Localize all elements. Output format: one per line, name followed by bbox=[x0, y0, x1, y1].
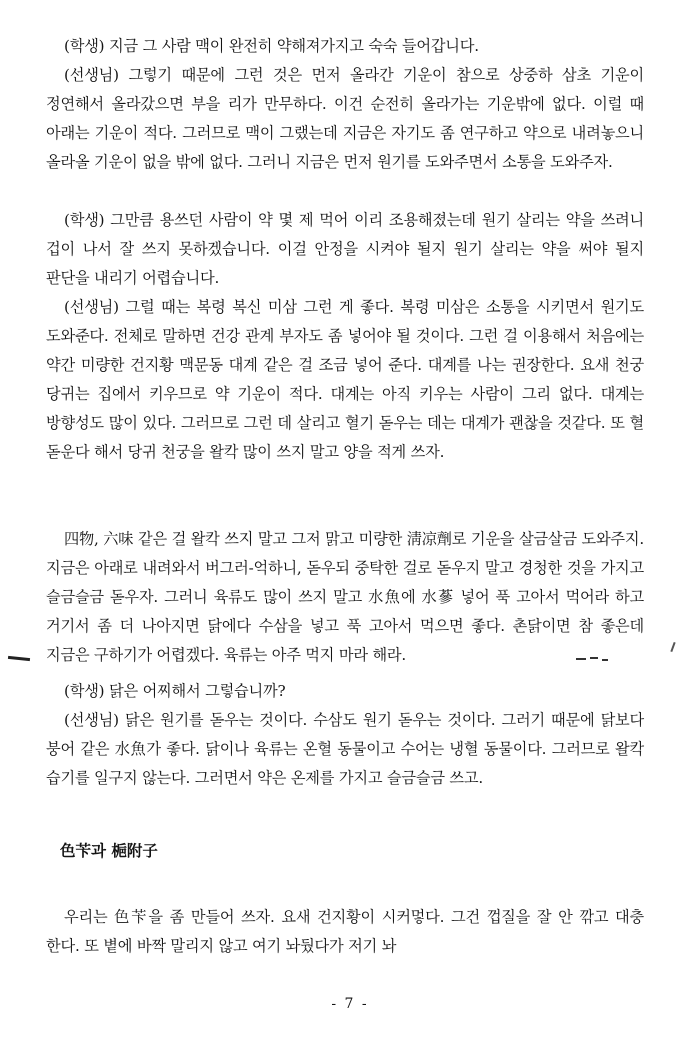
paragraph-closing: 우리는 色苄을 좀 만들어 쓰자. 요새 건지황이 시커멓다. 그건 껍질을 잘 안 깎고 대충 한다. 또 볕에 바짝 말리지 않고 여기 놔뒀다가 저기 놔 bbox=[46, 908, 644, 955]
paragraph-continuation: 四物, 六味 같은 걸 왈칵 쓰지 말고 그저 맑고 미량한 淸凉劑로 기운을 살금살금 도와주지. 지금은 아래로 내려와서 버그러-억하니, 돋우되 중탁한 걸로 돋우지 말고 경청한 것을 가지고 슬금슬금 돋우자. 그러니 육류도 많이 쓰지 말고 水魚에 水蔘 넣어 푹 고아서 먹어라 하고 거기서 좀 더 나아지면 닭에다 수삼을 넣고 푹 고아서 먹으면 좋다. 촌닭이면 참 좋은데 지금은 구하기가 어렵겠다. 육류는 아주 먹지 마라 해라. bbox=[46, 530, 644, 664]
page-number: - 7 - bbox=[331, 996, 369, 1012]
stray-ink-marks bbox=[576, 656, 616, 662]
paragraph-teacher-1: (선생님) 그렇기 때문에 그런 것은 먼저 올라간 기운이 참으로 상중하 삼초 기운이 정연해서 올라갔으면 부을 리가 만무하다. 이건 순전히 올라가는 기운밖에 없다. 이럴 때 아래는 기운이 적다. 그러므로 맥이 그랬는데 지금은 자기도 좀 연구하고 약으로 내려놓으니 올라올 기운이 없을 밖에 없다. 그러니 지금은 먼저 원기를 도와주면서 소통을 도와주자. bbox=[46, 66, 644, 171]
paragraph-student-1: (학생) 지금 그 사람 맥이 완전히 약해져가지고 숙숙 들어갑니다. bbox=[64, 37, 479, 55]
margin-tick-mark bbox=[670, 642, 675, 652]
section-heading: 色苄과 梔附子 bbox=[60, 841, 158, 860]
margin-pen-mark bbox=[8, 656, 30, 661]
paragraph-teacher-2: (선생님) 그럴 때는 복령 복신 미삼 그런 게 좋다. 복령 미삼은 소통을 시키면서 원기도 도와준다. 전체로 말하면 건강 관계 부자도 좀 넣어야 될 것이다. 그런 걸 이용해서 처음에는 약간 미량한 건지황 맥문동 대계 같은 걸 조금 넣어 준다. 대계를 나는 권장한다. 요새 천궁 당귀는 집에서 키우므로 약 기운이 적다. 대계는 아직 키우는 사람이 그리 없다. 대계는 방향성도 많이 있다. 그러므로 그런 데 살리고 혈기 돋우는 데는 대계가 괜찮을 것같다. 또 혈 돋운다 해서 당귀 천궁을 왈칵 많이 쓰지 말고 양을 적게 쓰자. bbox=[46, 298, 644, 461]
paragraph-teacher-3: (선생님) 닭은 원기를 돋우는 것이다. 수삼도 원기 돋우는 것이다. 그러기 때문에 닭보다 붕어 같은 水魚가 좋다. 닭이나 육류는 온혈 동물이고 수어는 냉혈 동물이다. 그러므로 왈칵 습기를 일구지 않는다. 그러면서 약은 온제를 가지고 슬금슬금 쓰고. bbox=[46, 711, 644, 787]
paragraph-student-2: (학생) 그만큼 용쓰던 사람이 약 몇 제 먹어 이리 조용해졌는데 원기 살리는 약을 쓰려니 겁이 나서 잘 쓰지 못하겠습니다. 이걸 안정을 시켜야 될지 원기 살리는 약을 써야 될지 판단을 내리기 어렵습니다. bbox=[46, 211, 644, 287]
paragraph-student-3: (학생) 닭은 어찌해서 그렇습니까? bbox=[64, 682, 286, 700]
